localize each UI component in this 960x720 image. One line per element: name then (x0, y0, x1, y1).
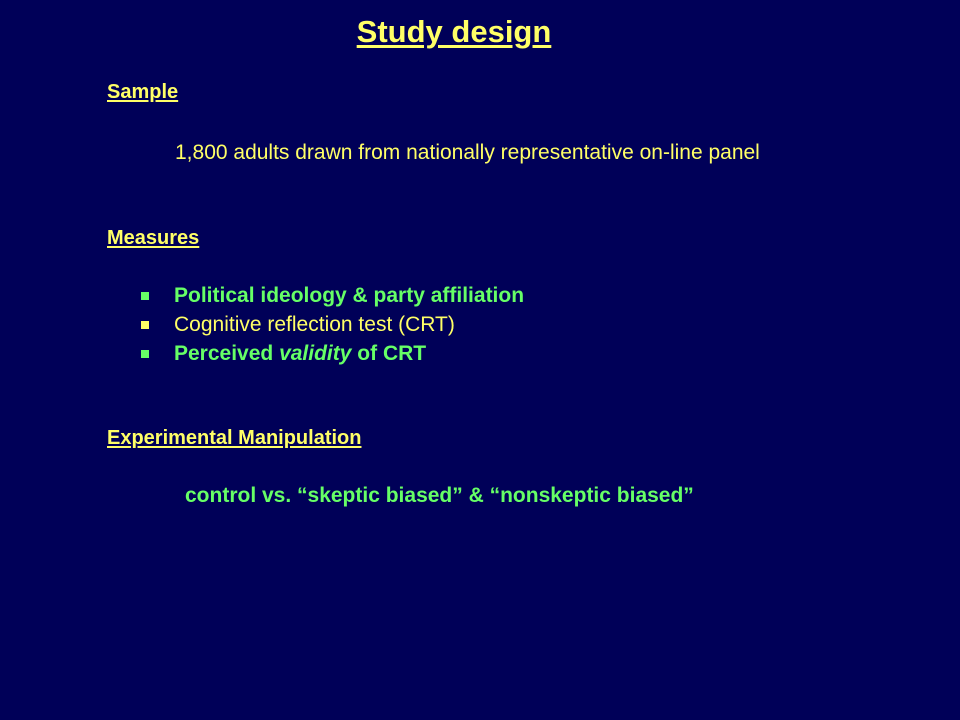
measure-label-emphasis: validity (279, 342, 352, 365)
square-bullet-icon (141, 321, 149, 329)
sample-description: 1,800 adults drawn from nationally representative on-line panel (175, 141, 760, 164)
measure-label-pre: Perceived (174, 342, 280, 365)
square-bullet-icon (141, 292, 149, 300)
slide-title: Study design (356, 14, 552, 49)
measure-label: Political ideology & party affiliation (174, 284, 525, 307)
measures-heading: Measures (107, 227, 200, 249)
sample-heading: Sample (107, 81, 179, 103)
measure-label: Cognitive reflection test (CRT) (174, 313, 455, 336)
measure-label-post: of CRT (351, 342, 427, 365)
measure-label (174, 342, 426, 366)
experimental-description: control vs. “skeptic biased” & “nonskeptic biased” (185, 484, 694, 507)
square-bullet-icon (141, 350, 149, 358)
experimental-heading: Experimental Manipulation (107, 427, 362, 449)
